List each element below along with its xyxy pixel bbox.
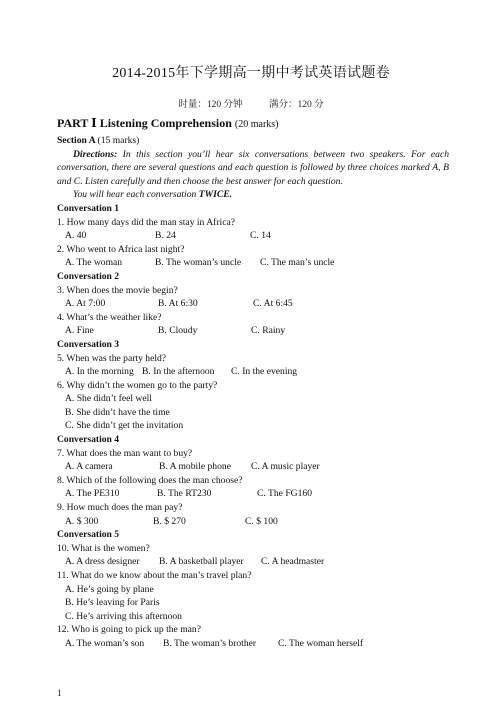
answer-option: A. The woman — [65, 257, 123, 269]
directions-text: In this section you’ll hear six conversations between two speakers. For each conversation, there are several questions and each question is followed by three choices marked A, B and C. Listen carefully and then choose the best answer for each question. — [57, 148, 449, 187]
answer-option: B. $ 270 — [153, 515, 186, 527]
answer-option: C. She didn’t get the invitation — [65, 420, 184, 432]
answer-option: C. Rainy — [251, 325, 286, 337]
twice-word: TWICE. — [198, 189, 233, 201]
answer-option: B. A mobile phone — [159, 461, 231, 473]
answer-option: C. 14 — [250, 230, 271, 242]
question-text: 4. What’s the weather like? — [57, 311, 162, 323]
answer-option: C. A music player — [251, 461, 320, 473]
answer-option: B. In the afternoon — [142, 366, 215, 378]
option-row — [57, 555, 449, 569]
part-label: PART Ⅰ Listening Comprehension — [57, 116, 232, 130]
answer-option: C. He’s arriving this afternoon — [65, 610, 182, 622]
answer-option: A. A dress designer — [65, 556, 140, 568]
question-text: 10. What is the women? — [57, 542, 150, 554]
option-row — [57, 324, 449, 338]
answer-option: C. A headmaster — [261, 556, 325, 568]
question-text: 5. When was the party held? — [57, 352, 167, 364]
answer-option: B. At 6:30 — [158, 298, 198, 310]
answer-option: C. At 6:45 — [253, 298, 293, 310]
time-limit: 时量：120 分钟 — [178, 100, 243, 110]
twice-note — [57, 188, 449, 202]
directions-lead: Directions: — [73, 148, 118, 160]
option-row — [57, 515, 449, 529]
section-heading — [57, 134, 449, 148]
answer-option: B. The RT230 — [157, 488, 212, 500]
option-row — [57, 460, 449, 474]
answer-option: A. 40 — [65, 230, 87, 242]
directions — [57, 148, 449, 189]
question-text: 7. What does the man want to buy? — [57, 447, 193, 459]
question-text: 12. Who is going to pick up the man? — [57, 624, 201, 636]
option-row — [57, 637, 449, 651]
twice-prefix: You will hear each conversation — [73, 189, 199, 201]
answer-option: A. He’s going by plane — [65, 583, 154, 595]
answer-option: B. A basketball player — [159, 556, 244, 568]
answer-option: C. The woman herself — [278, 637, 364, 649]
answer-option: A. A camera — [65, 461, 113, 473]
answer-option: C. In the evening — [231, 366, 298, 378]
question-text: 2. Who went to Africa last night? — [57, 243, 185, 255]
question-text: 11. What do we know about the man’s travel plan? — [57, 570, 252, 581]
conversation-heading: Conversation 1 — [57, 202, 120, 214]
question-text: 9. How much does the man pay? — [57, 502, 183, 514]
answer-option: B. He’s leaving for Paris — [65, 597, 160, 609]
answer-option: B. The woman’s uncle — [155, 257, 242, 269]
answer-option: C. The FG160 — [257, 488, 312, 500]
conversation-list — [57, 202, 449, 651]
answer-option: A. $ 300 — [65, 515, 99, 527]
answer-option: B. Cloudy — [158, 325, 198, 337]
question-text: 1. How many days did the man stay in Africa? — [57, 216, 235, 228]
answer-option: B. She didn’t have the time — [65, 406, 170, 418]
answer-option: A. The woman’s son — [65, 637, 145, 649]
conversation-heading: Conversation 5 — [57, 529, 120, 541]
exam-content — [57, 114, 449, 651]
answer-option: C. $ 100 — [245, 515, 278, 527]
conversation-heading: Conversation 2 — [57, 270, 120, 282]
option-row — [57, 256, 449, 270]
answer-option: A. She didn’t feel well — [65, 393, 152, 405]
part-marks: (20 marks) — [234, 119, 279, 130]
option-row — [57, 229, 449, 243]
question-text: 8. Which of the following does the man choose? — [57, 474, 243, 486]
section-marks: (15 marks) — [97, 135, 140, 146]
conversation-heading: Conversation 3 — [57, 338, 120, 350]
exam-meta — [0, 96, 502, 110]
option-row — [57, 365, 449, 379]
answer-option: B. The woman’s brother — [163, 637, 257, 649]
full-score: 满分：120 分 — [268, 100, 324, 110]
answer-option: A. In the morning — [65, 366, 134, 378]
answer-option: B. 24 — [155, 230, 176, 242]
exam-title: 2014-2015年下学期高一期中考试英语试题卷 — [112, 66, 390, 81]
answer-option: A. At 7:00 — [65, 298, 106, 310]
answer-option: C. The man’s uncle — [260, 257, 335, 269]
part-heading — [57, 114, 449, 134]
question-text: 6. Why didn’t the women go to the party? — [57, 379, 218, 391]
option-row — [57, 297, 449, 311]
conversation-heading: Conversation 4 — [57, 434, 120, 446]
option-row — [57, 487, 449, 501]
answer-option: A. Fine — [65, 325, 94, 337]
question-text: 3. When does the movie begin? — [57, 284, 178, 296]
section-label: Section A — [57, 135, 96, 146]
answer-option: A. The PE310 — [65, 488, 120, 500]
page-number: 1 — [57, 688, 62, 698]
